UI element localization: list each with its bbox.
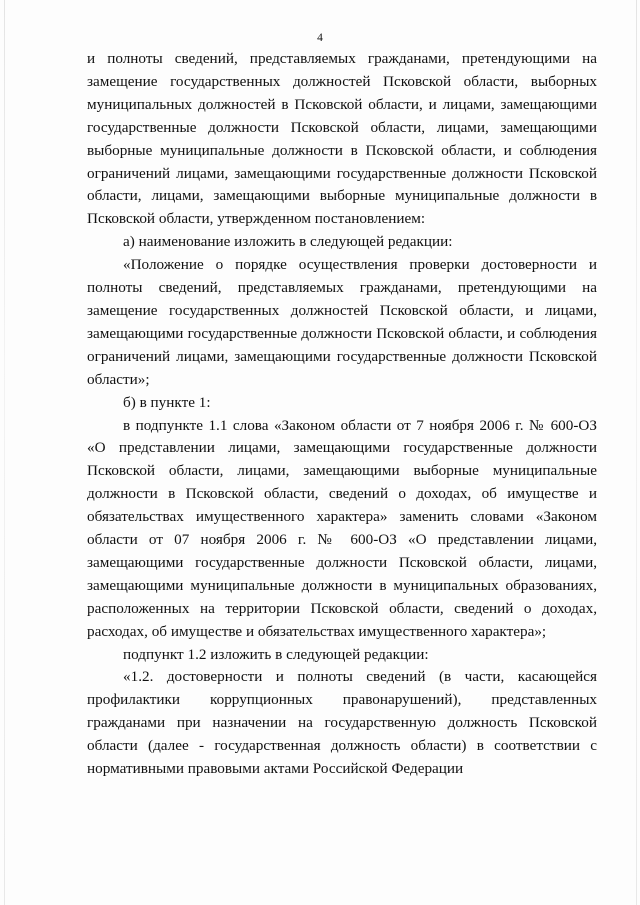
paragraph-item-b: б) в пункте 1:: [123, 393, 211, 411]
paragraph-new-title: «Положение о порядке осуществления проверки достоверности и полноты сведений, представляемых гражданами, претендующими на замещение государственных должностей Псковской области, и лицами, замещающими государственные должности Псковской области, и соблюдения ограничений лицами, замещающими государственные должности Псковской области»;: [87, 256, 597, 388]
paragraph-subitem-1-2-intro: подпункт 1.2 изложить в следующей редакции:: [123, 645, 429, 663]
page-number: 4: [317, 32, 323, 44]
document-body: [87, 48, 597, 781]
paragraph-intro-continuation: и полноты сведений, представляемых гражданами, претендующими на замещение государственных должностей Псковской области, выборных муниципальных должностей в Псковской области, и лицами, замещающими государственные должности Псковской области, лицами, замещающими выборные муниципальные должности в Псковской области, и соблюдения ограничений лицами, замещающими государственные должности Псковской области, лицами, замещающими выборные муниципальные должности в Псковской области, утвержденном постановлением:: [87, 50, 597, 228]
paragraph-subitem-1-2-text: «1.2. достоверности и полноты сведений (в части, касающейся профилактики коррупционных правонарушений), представленных гражданами при назначении на государственную должность Псковской области (далее - государственная должность области) в соответствии с нормативными правовыми актами Российской Федерации: [87, 668, 597, 778]
scan-edge-left: [4, 0, 5, 905]
paragraph-subitem-1-1: в подпункте 1.1 слова «Законом области от 7 ноября 2006 г. № 600-ОЗ «О представлении лицами, замещающими государственные должности Псковской области, лицами, замещающими выборные муниципальные должности в Псковской области, сведений о доходах, об имуществе и обязательствах имущественного характера» заменить словами «Законом области от 07 ноября 2006 г. № 600-ОЗ «О представлении лицами, замещающими государственные должности Псковской области, лицами, замещающими муниципальные должности в муниципальных образованиях, расположенных на территории Псковской области, сведений о доходах, расходах, об имуществе и обязательствах имущественного характера»;: [87, 416, 597, 640]
scan-edge-right: [636, 0, 637, 905]
paragraph-item-a: а) наименование изложить в следующей редакции:: [123, 233, 453, 251]
